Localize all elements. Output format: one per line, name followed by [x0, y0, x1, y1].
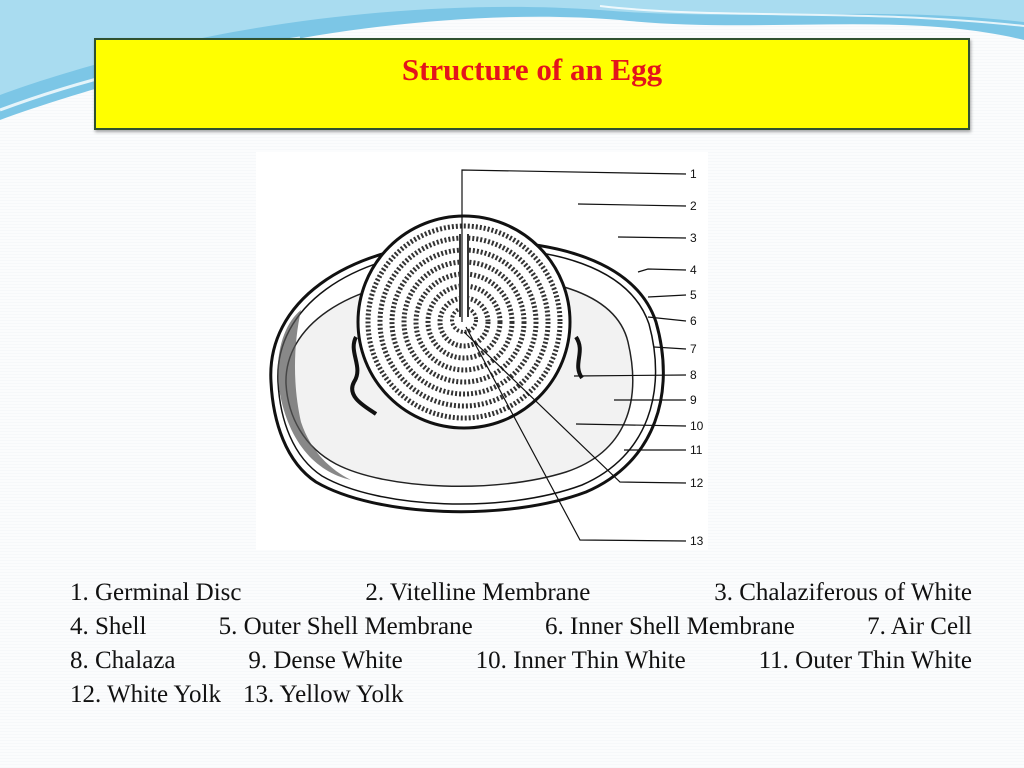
legend-line-3: [70, 644, 972, 678]
legend-line-2: [70, 610, 972, 644]
legend-item-vitelline-membrane: 2. Vitelline Membrane: [365, 579, 591, 606]
label-8: 8: [690, 368, 697, 382]
label-5: 5: [690, 288, 697, 302]
label-4: 4: [690, 263, 697, 277]
legend-caption: [70, 576, 972, 712]
label-7: 7: [690, 342, 697, 356]
legend-item-chalaza: 8. Chalaza: [70, 647, 176, 674]
slide-title: Structure of an Egg: [401, 52, 663, 87]
legend-item-yellow-yolk: 13. Yellow Yolk: [242, 681, 404, 708]
legend-item-dense-white: 9. Dense White: [248, 647, 403, 674]
label-2: 2: [690, 199, 697, 213]
legend-line-1: [70, 576, 972, 610]
legend-item-outer-shell-membrane: 5. Outer Shell Membrane: [218, 613, 473, 640]
yolk: [358, 216, 570, 428]
label-13: 13: [690, 534, 704, 548]
legend-item-white-yolk: 12. White Yolk: [70, 681, 221, 708]
label-10: 10: [690, 419, 704, 433]
legend-item-inner-thin-white: 10. Inner Thin White: [475, 647, 686, 674]
label-11: 11: [690, 443, 703, 457]
label-6: 6: [690, 314, 697, 328]
legend-item-germinal-disc: 1. Germinal Disc: [70, 579, 242, 606]
label-12: 12: [690, 476, 704, 490]
legend-item-air-cell: 7. Air Cell: [867, 613, 972, 640]
legend-line-4: [70, 678, 972, 712]
label-3: 3: [690, 231, 697, 245]
legend-item-shell: 4. Shell: [70, 613, 147, 640]
label-1: 1: [690, 167, 697, 181]
title-banner: [94, 38, 970, 130]
legend-item-outer-thin-white: 11. Outer Thin White: [758, 647, 972, 674]
legend-item-inner-shell-membrane: 6. Inner Shell Membrane: [544, 613, 795, 640]
label-9: 9: [690, 393, 697, 407]
legend-item-chalaziferous-white: 3. Chalaziferous of White: [714, 579, 972, 606]
egg-diagram-svg: [256, 152, 708, 550]
egg-diagram: [256, 152, 708, 550]
